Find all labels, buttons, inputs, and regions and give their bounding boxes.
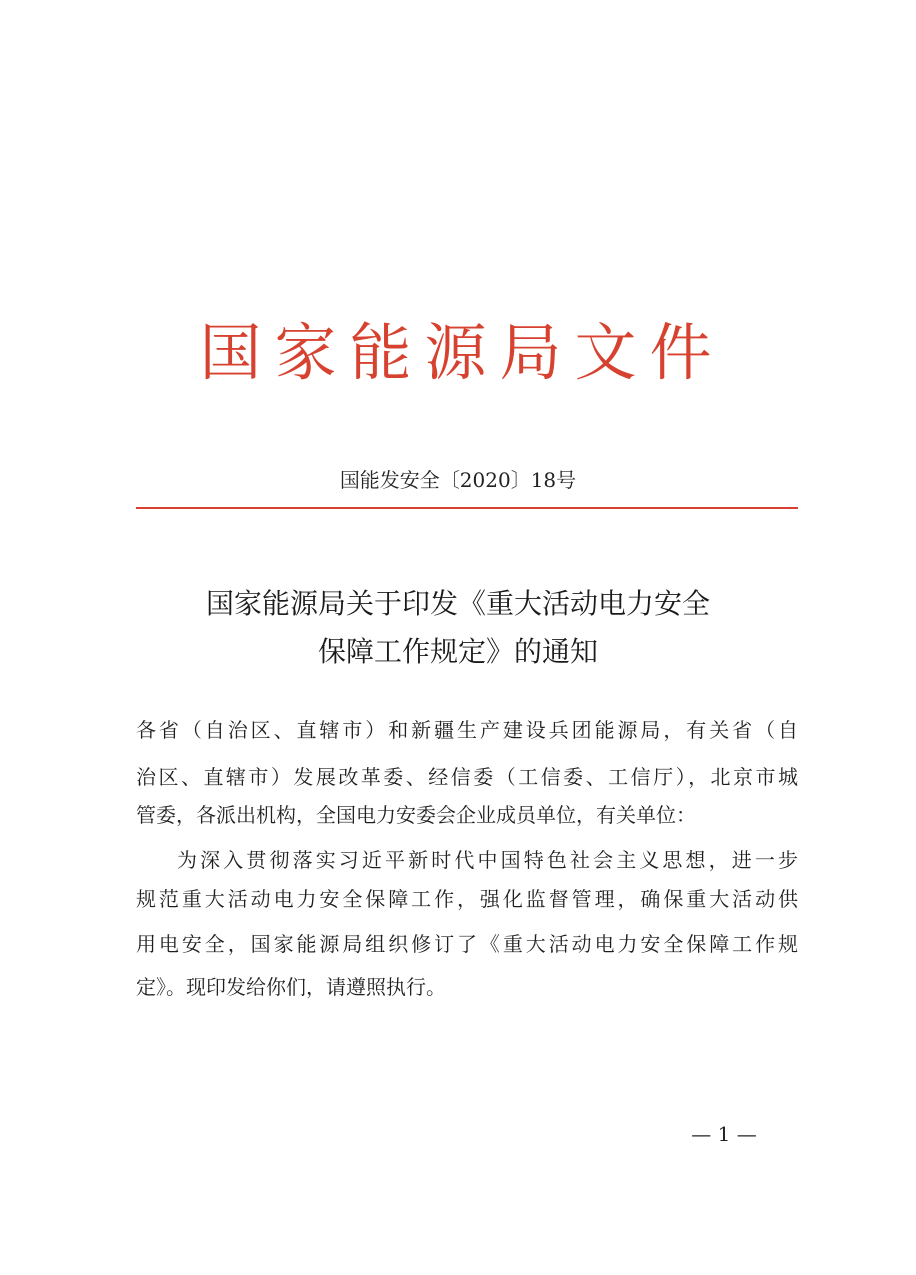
addressee-line: 治区、直辖市）发展改革委、经信委（工信委、工信厅），北京市城 [136, 765, 798, 789]
body-line: 定》。现印发给你们，请遵照执行。 [136, 975, 446, 999]
red-divider-line [136, 507, 798, 509]
notice-title-line-2: 保障工作规定》的通知 [317, 635, 598, 668]
addressee-line: 各省（自治区、直辖市）和新疆生产建设兵团能源局，有关省（自 [136, 718, 798, 742]
addressee-line: 管委，各派出机构，全国电力安委会企业成员单位，有关单位： [136, 803, 696, 827]
issuing-authority-header: 国家能源局文件 [199, 316, 725, 389]
body-line: 为深入贯彻落实习近平新时代中国特色社会主义思想，进一步 [177, 848, 798, 872]
body-line: 规范重大活动电力安全保障工作，强化监督管理，确保重大活动供 [136, 887, 798, 911]
body-line: 用电安全，国家能源局组织修订了《重大活动电力安全保障工作规 [136, 932, 798, 956]
page-number: — 1 — [691, 1122, 757, 1146]
document-number: 国能发安全〔2020〕18号 [339, 468, 577, 492]
notice-title-line-1: 国家能源局关于印发《重大活动电力安全 [205, 587, 710, 620]
